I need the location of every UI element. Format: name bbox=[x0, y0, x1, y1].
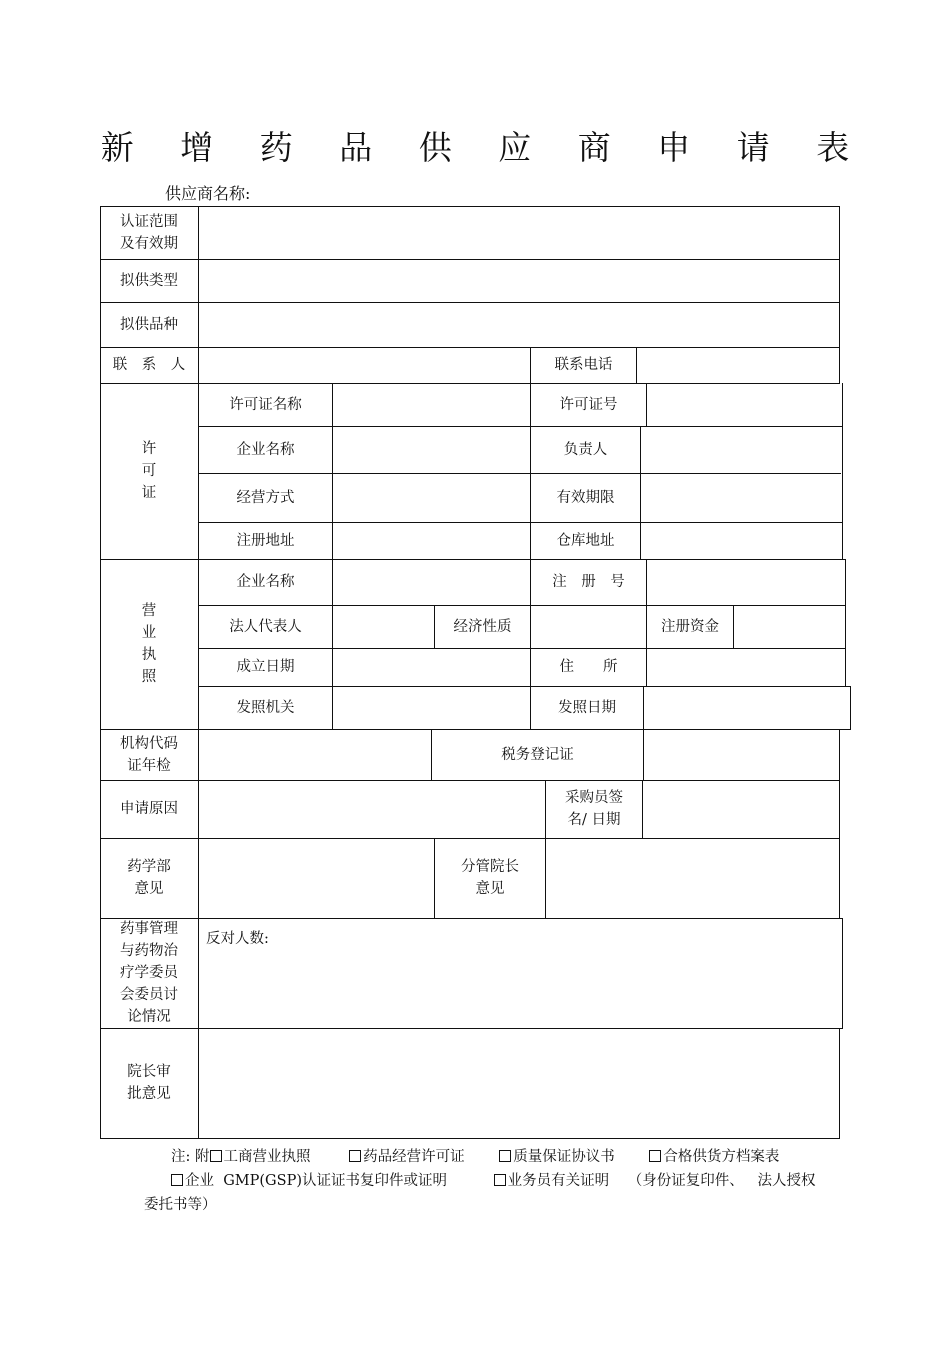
note-item-4: 合格供货方档案表 bbox=[663, 1149, 780, 1165]
contact-phone-label: 联系电话 bbox=[554, 357, 613, 373]
pharmacy-opinion-label: 药学部 意见 bbox=[127, 859, 171, 897]
supply-type-label: 拟供类型 bbox=[120, 272, 178, 289]
supplier-name-label: 供应商名称: bbox=[165, 184, 251, 203]
buyer-sign-field[interactable] bbox=[643, 780, 839, 838]
note-item-1: 工商营业执照 bbox=[223, 1149, 311, 1165]
checkbox-business-license[interactable] bbox=[210, 1150, 222, 1162]
legal-rep-field[interactable] bbox=[333, 605, 434, 648]
founded-label: 成立日期 bbox=[236, 659, 295, 675]
business-mode-label: 经营方式 bbox=[236, 489, 295, 506]
bl-company-label: 企业名称 bbox=[236, 574, 295, 590]
license-name-field[interactable] bbox=[333, 383, 530, 426]
checkbox-gmp-certificate[interactable] bbox=[171, 1174, 183, 1186]
cert-scope-field[interactable] bbox=[199, 206, 839, 259]
issue-date-field[interactable] bbox=[644, 686, 850, 729]
note-item-5: 企业 GMP(GSP)认证证书复印件或证明 bbox=[185, 1173, 447, 1189]
application-table bbox=[100, 206, 851, 1140]
president-field[interactable] bbox=[199, 1028, 839, 1138]
reason-label: 申请原因 bbox=[120, 801, 178, 817]
license-company-field[interactable] bbox=[333, 426, 530, 473]
capital-field[interactable] bbox=[734, 605, 845, 648]
checkbox-drug-license[interactable] bbox=[349, 1150, 361, 1162]
checkbox-quality-agreement[interactable] bbox=[499, 1150, 511, 1162]
business-group-char: 执 bbox=[141, 647, 157, 663]
notes-prefix: 注: bbox=[171, 1149, 191, 1165]
note-item-6-detail: （身份证复印件、 法人授权 bbox=[627, 1173, 816, 1189]
issuer-label: 发照机关 bbox=[236, 699, 295, 716]
notes-line-2 bbox=[171, 1169, 816, 1190]
vp-opinion-field[interactable] bbox=[546, 838, 839, 918]
legal-rep-label: 法人代表人 bbox=[229, 618, 302, 635]
contact-label: 联 系 人 bbox=[112, 357, 186, 373]
issuer-field[interactable] bbox=[333, 686, 530, 729]
issue-date-label: 发照日期 bbox=[558, 699, 616, 716]
form-title: 新 增 药 品 供 应 商 申 请 表 bbox=[100, 128, 868, 167]
checkbox-supplier-file[interactable] bbox=[649, 1150, 661, 1162]
reg-no-label: 注 册 号 bbox=[552, 574, 625, 590]
license-name-label: 许可证名称 bbox=[229, 396, 302, 413]
license-number-field[interactable] bbox=[647, 383, 842, 426]
reason-field[interactable] bbox=[199, 780, 545, 838]
notes-attach: 附 bbox=[195, 1149, 210, 1165]
buyer-sign-label: 采购员签 名/ 日期 bbox=[565, 790, 623, 828]
supply-variety-label: 拟供品种 bbox=[120, 316, 178, 333]
validity-label: 有效期限 bbox=[556, 489, 615, 506]
contact-phone-field[interactable] bbox=[637, 347, 839, 383]
supply-variety-field[interactable] bbox=[199, 302, 839, 347]
business-group-char: 营 bbox=[141, 603, 157, 619]
warehouse-label: 仓库地址 bbox=[556, 532, 615, 549]
committee-label: 药事管理 与药物治 疗学委员 会委员讨 论情况 bbox=[120, 921, 178, 1025]
business-group-char: 照 bbox=[141, 669, 157, 685]
residence-field[interactable] bbox=[647, 648, 845, 686]
economic-nature-label: 经济性质 bbox=[453, 618, 512, 635]
warehouse-field[interactable] bbox=[641, 522, 842, 559]
checkbox-salesperson-proof[interactable] bbox=[494, 1174, 506, 1186]
economic-nature-field[interactable] bbox=[531, 605, 646, 648]
reg-address-field[interactable] bbox=[333, 522, 530, 559]
license-group-char: 许 bbox=[141, 441, 157, 457]
org-code-field[interactable] bbox=[199, 729, 431, 780]
founded-field[interactable] bbox=[333, 648, 530, 686]
pharmacy-opinion-field[interactable] bbox=[199, 838, 434, 918]
president-label: 院长审 批意见 bbox=[127, 1064, 171, 1102]
validity-field[interactable] bbox=[641, 473, 841, 522]
license-number-label: 许可证号 bbox=[559, 396, 618, 413]
license-group-char: 证 bbox=[141, 485, 157, 501]
cert-scope-label: 认证范围 及有效期 bbox=[120, 213, 178, 252]
bl-company-field[interactable] bbox=[333, 559, 530, 605]
capital-label: 注册资金 bbox=[661, 618, 719, 635]
license-group-label bbox=[100, 383, 198, 559]
reg-no-field[interactable] bbox=[647, 559, 845, 605]
tax-reg-label: 税务登记证 bbox=[501, 746, 574, 763]
license-group-char: 可 bbox=[141, 463, 157, 479]
note-item-3: 质量保证协议书 bbox=[513, 1149, 615, 1165]
notes-line-3: 委托书等） bbox=[144, 1197, 217, 1213]
business-mode-field[interactable] bbox=[333, 473, 530, 522]
license-company-label: 企业名称 bbox=[236, 441, 295, 458]
tax-reg-field[interactable] bbox=[644, 729, 839, 780]
person-in-charge-field[interactable] bbox=[641, 426, 842, 473]
business-group-char: 业 bbox=[141, 625, 157, 641]
vp-opinion-label: 分管院长 意见 bbox=[461, 859, 519, 897]
residence-label: 住 所 bbox=[559, 659, 618, 675]
org-code-label: 机构代码 证年检 bbox=[120, 735, 178, 774]
contact-field[interactable] bbox=[199, 347, 530, 383]
supply-type-field[interactable] bbox=[199, 259, 839, 302]
note-item-2: 药品经营许可证 bbox=[363, 1149, 465, 1165]
note-item-6: 业务员有关证明 bbox=[507, 1173, 610, 1189]
notes-line-1 bbox=[171, 1145, 779, 1166]
person-in-charge-label: 负责人 bbox=[563, 441, 608, 458]
business-license-group-label bbox=[100, 559, 198, 729]
reg-address-label: 注册地址 bbox=[236, 532, 295, 549]
oppose-count-label: 反对人数: bbox=[206, 931, 269, 947]
